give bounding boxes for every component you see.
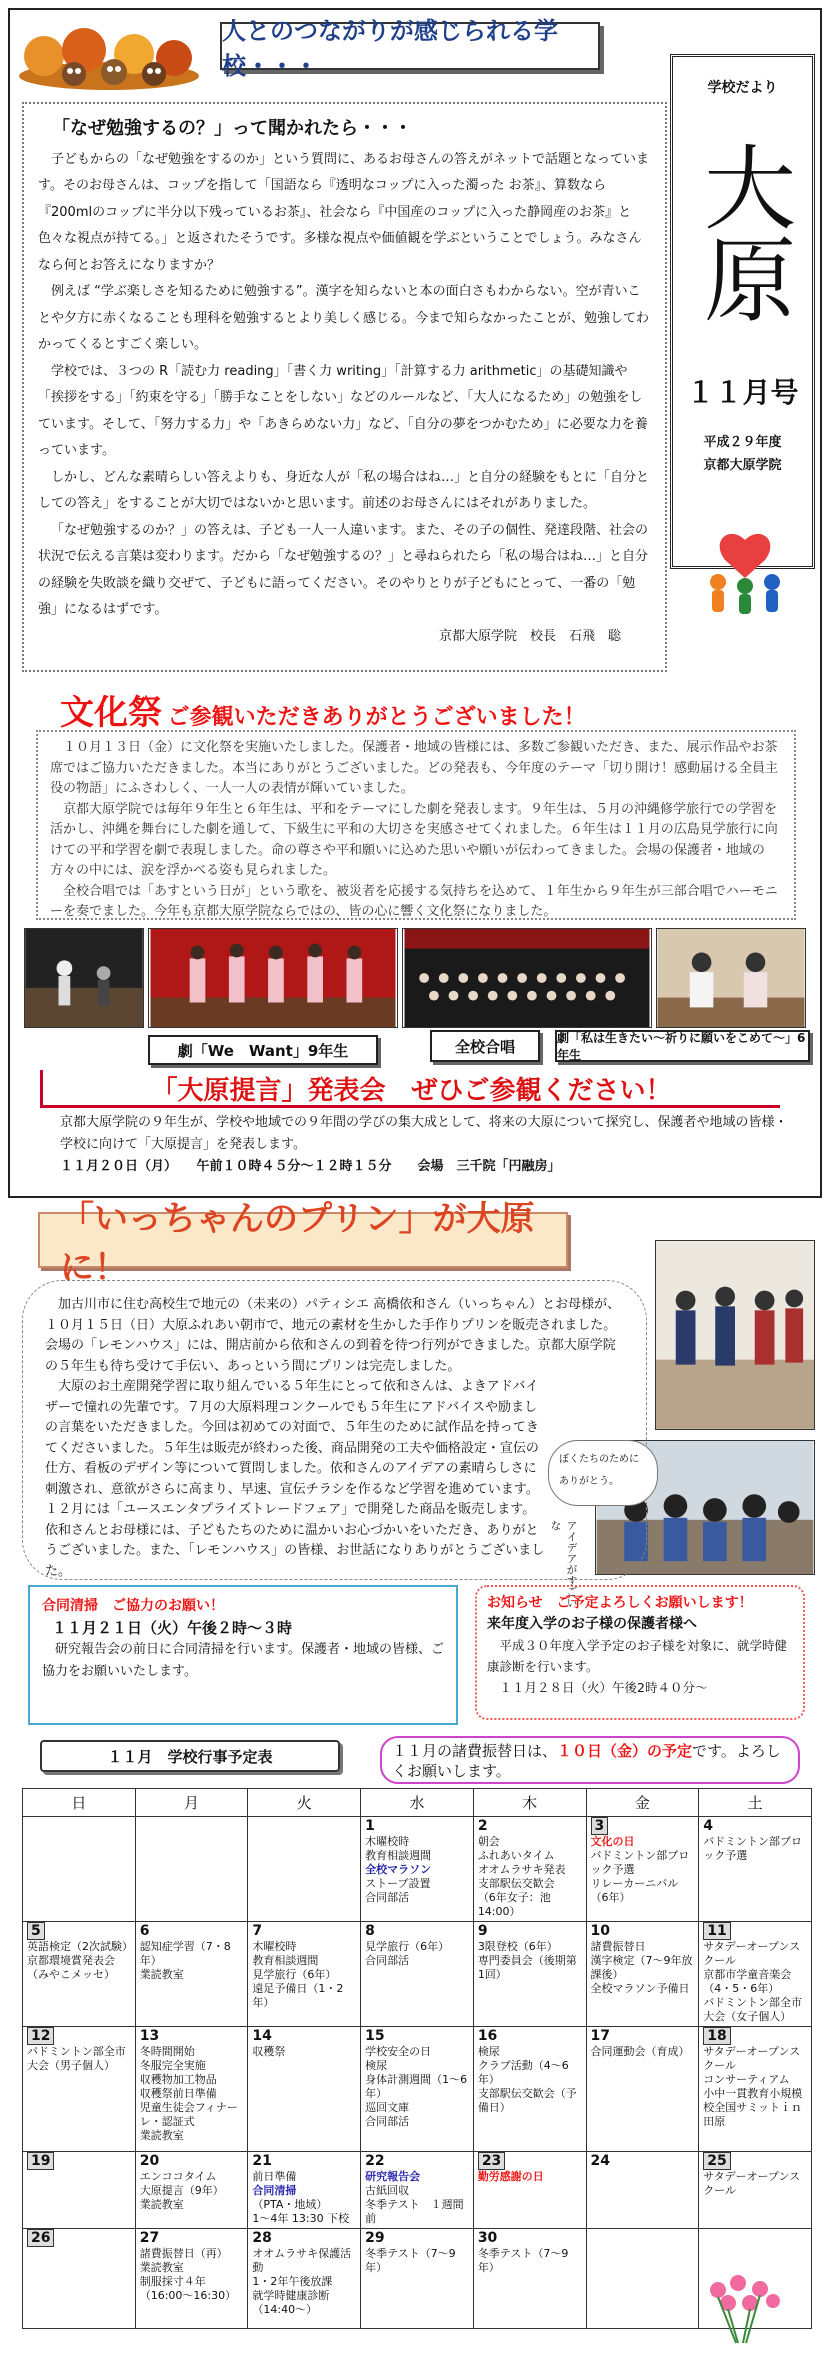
calendar-day-cell (473, 1817, 586, 1922)
calendar-date: 8 (365, 1923, 375, 1939)
calendar-date: 4 (703, 1818, 713, 1834)
calendar-event: 木曜校時 (252, 1940, 297, 1953)
calendar-date: 9 (477, 1923, 488, 1939)
calendar-event: バドミントン部ブロック予選 (590, 1849, 690, 1876)
calendar-day-cell (361, 1922, 474, 2027)
calendar-date: 18 (703, 2029, 807, 2043)
caption-drama-9th-grade: 劇「We Want」9年生 (148, 1035, 378, 1065)
masthead-school: 京都大原学院 (703, 458, 782, 473)
calendar-day-cell (699, 2027, 812, 2152)
calendar-day-cell (23, 1817, 136, 1922)
event-calendar (22, 1788, 812, 2329)
essay-paragraph: 「なぜ勉強するのか？」の答えは、子ども一人一人違います。また、その子の個性、発達段階、社会の状況で伝える言葉は変わります。だから「なぜ勉強するの？」と尋ねられたら「私の場合はね…」と自分の経験を失敗談を織り交ぜて、子どもに語ってください。そのやりとりが子どもにとって、一番の「勉強」になるはずです。 (38, 522, 648, 617)
calendar-day-cell (699, 2152, 812, 2229)
calendar-day-cell (23, 2027, 136, 2152)
calendar-date: 1 (365, 1818, 375, 1834)
calendar-event: サタデーオープンスクール (703, 2170, 801, 2197)
calendar-event: 支部駅伝交歓会 (477, 1877, 555, 1890)
essay-paragraph: 例えば “学ぶ楽しさを知るために勉強する”。漢字を知らないと本の面白さもわからない。空が青いことや夕方に赤くなることも理科を勉強するとより美しく感じる。今まで知らなかったことが、勉強してわかってくるとすごく楽しい。 (38, 284, 650, 352)
calendar-day-cell (135, 1817, 248, 1922)
calendar-day-cell (586, 2229, 699, 2329)
autumn-owls-illustration (14, 16, 204, 96)
calendar-event: 漢字検定（7～9年放課後） (590, 1954, 693, 1981)
essay-box (22, 102, 667, 672)
calendar-event: （PTA・地域） (252, 2198, 328, 2211)
masthead-year: 平成２９年度 (703, 435, 782, 450)
calendar-date: 19 (27, 2154, 131, 2168)
calendar-day-cell (473, 2027, 586, 2152)
school-logo-emblem (690, 520, 800, 630)
calendar-event: 教育相談週間 (365, 1849, 432, 1862)
calendar-event: 見学旅行（6年） (252, 1968, 337, 1981)
calendar-day-cell (23, 2229, 136, 2329)
weekday-header: 水 (361, 1789, 474, 1817)
calendar-event: 諸費振替日 (590, 1940, 646, 1953)
calendar-event: 業読教室 (139, 2129, 184, 2142)
calendar-day-cell (586, 2027, 699, 2152)
calendar-day-cell (699, 1817, 812, 1922)
calendar-event: 英語検定（2次試験） (27, 1940, 133, 1953)
calendar-date: 28 (252, 2230, 272, 2246)
calendar-day-cell (361, 2027, 474, 2152)
calendar-date: 22 (365, 2153, 385, 2169)
proposal-when: １１月２０日（月） 午前１０時４５分～１２時１５分 会場 三千院「円融房」 (60, 1159, 561, 1174)
calendar-event: 合同部活 (365, 1954, 410, 1967)
calendar-event: 1～4年 13:30 下校 (252, 2212, 350, 2225)
calendar-day-cell (23, 1922, 136, 2027)
calendar-date: 10 (590, 1923, 610, 1939)
calendar-day-cell (586, 2152, 699, 2229)
calendar-date: 12 (27, 2029, 131, 2043)
calendar-day-cell (248, 1922, 361, 2027)
essay-signature: 京都大原学院 校長 石飛 聡 (438, 628, 621, 644)
calendar-event: バドミントン部全市大会（女子個人） (703, 1996, 802, 2023)
calendar-date: 30 (477, 2230, 498, 2246)
calendar-day-cell (586, 1922, 699, 2027)
calendar-weekday-row (23, 1789, 812, 1817)
calendar-event: 身体計測週間（1～6年） (365, 2073, 468, 2100)
calendar-event: 3限登校（6年） (477, 1940, 558, 1953)
calendar-event: 収穫祭前日準備 (139, 2087, 217, 2100)
calendar-date: 3 (591, 1819, 695, 1833)
caption-choir: 全校合唱 (430, 1030, 540, 1062)
calendar-event: 合同運動会（育成） (590, 2045, 690, 2058)
calendar-event: 小中一貫教育小規模校全国サミットｉｎ田原 (703, 2087, 803, 2128)
calendar-event: 検尿 (477, 2045, 500, 2058)
calendar-event: 見学旅行（6年） (365, 1940, 450, 1953)
calendar-day-cell (361, 2229, 474, 2329)
masthead-name: 大原 (689, 140, 796, 324)
calendar-event: 大原提言（9年） (139, 2184, 224, 2197)
calendar-event: 全校マラソン予備日 (590, 1982, 690, 1995)
culture-festival-text (36, 730, 796, 920)
calendar-event: 収穫物加工物品 (139, 2073, 217, 2086)
calendar-event: サタデーオープンスクール (703, 2045, 801, 2072)
calendar-event: 京都環境賞発表会（みやこメッセ） (27, 1954, 115, 1981)
calendar-day-cell (473, 2152, 586, 2229)
calendar-event: 冬季テスト １週間前 (365, 2198, 464, 2225)
calendar-event: 就学時健康診断（14:40～） (252, 2289, 330, 2316)
calendar-week-row (23, 1817, 812, 1922)
calendar-event: 全校マラソン (365, 1863, 432, 1876)
calendar-date: 25 (703, 2154, 807, 2168)
weekday-header: 金 (586, 1789, 699, 1817)
calendar-event: 文化の日 (590, 1835, 635, 1848)
calendar-date: 21 (252, 2153, 272, 2169)
calendar-date: 7 (252, 1923, 263, 1939)
calendar-event: 児童生徒会フィナーレ・認証式 (139, 2101, 238, 2128)
calendar-day-cell (248, 2229, 361, 2329)
announcement-when: １１月２８日（火）午後2時４０分～ (499, 1680, 708, 1695)
culture-festival-title: 文化祭 (60, 693, 162, 733)
pudding-paragraph: 加古川市に住む高校生で地元の（未来の）パティシエ 高橋依和さん（いっちゃん）とお母様が、１０月１５日（日）大原ふれあい朝市で、地元の素材を生かした手作りプリンを販売されました。会場の「レモンハウス」には、開店前から依和さんの到着を待つ行列ができました。京都大原学院の５年生も待ち受けて手伝い、あっという間にプリンは完売しました。 (45, 1297, 621, 1374)
calendar-event: 支部駅伝交歓会（予備日） (477, 2087, 577, 2114)
proposal-heading: 「大原提言」発表会 ぜひご参観ください！ (40, 1070, 780, 1108)
calendar-date: 6 (139, 1923, 150, 1939)
calendar-week-row (23, 1922, 812, 2027)
calendar-date: 2 (477, 1818, 488, 1834)
calendar-date: 27 (139, 2230, 160, 2246)
calendar-event: 教育相談週間 (252, 1954, 319, 1967)
calendar-event: 業読教室 (139, 2198, 184, 2211)
calendar-date: 14 (252, 2028, 272, 2044)
calendar-event: 冬服完全実施 (139, 2059, 206, 2072)
calendar-event: 合同部活 (365, 2115, 410, 2128)
announcement-body: 平成３０年度入学予定のお子様を対象に、就学時健康診断を行います。 (487, 1638, 788, 1674)
weekday-header: 月 (135, 1789, 248, 1817)
calendar-event: 検尿 (365, 2059, 388, 2072)
calendar-event: クラブ活動（4～6年） (477, 2059, 569, 2086)
calendar-date: 29 (365, 2230, 385, 2246)
joint-cleaning-title: 合同清掃 ご協力のお願い！ (42, 1598, 224, 1614)
calendar-event: 1・2年午後放課 (252, 2275, 333, 2288)
calendar-event: コンサーティアム (703, 2073, 790, 2086)
weekday-header: 木 (473, 1789, 586, 1817)
calendar-day-cell (248, 1817, 361, 1922)
proposal-body: 京都大原学院の９年生が、学校や地域での９年間の学びの集大成として、将来の大原について探究し、保護者や地域の皆様・学校に向けて「大原提言」を発表します。 (60, 1115, 788, 1152)
calendar-event: 巡回文庫 (365, 2101, 410, 2114)
calendar-body (23, 1817, 812, 2329)
calendar-event: 専門委員会（後期第1回） (477, 1954, 577, 1981)
calendar-event: 冬時間開始 (139, 2045, 195, 2058)
calendar-event: 学校安全の日 (365, 2045, 432, 2058)
calendar-event: 収穫祭 (252, 2045, 286, 2058)
essay-heading: 「なぜ勉強するの？」って聞かれたら・・・ (52, 118, 412, 139)
calendar-day-cell (586, 1817, 699, 1922)
calendar-event: 勤労感謝の日 (477, 2170, 544, 2183)
masthead-label: 学校だより (707, 80, 778, 96)
calendar-week-row (23, 2152, 812, 2229)
calendar-event: 業読教室 (139, 2261, 184, 2274)
payment-day-notice (380, 1736, 800, 1784)
calendar-event: バドミントン部全市大会（男子個人） (27, 2045, 126, 2072)
joint-cleaning-notice (28, 1585, 458, 1725)
calendar-event: リレーカーニバル（6年） (590, 1877, 679, 1904)
culture-festival-subtitle: ご参観いただきありがとうございました！ (167, 705, 586, 730)
calendar-event: （6年女子：池14:00） (477, 1891, 551, 1918)
culture-festival-heading (60, 685, 800, 733)
calendar-day-cell (361, 1817, 474, 1922)
payment-notice-pre: １１月の諸費振替日は、 (392, 1742, 558, 1760)
calendar-date: 11 (703, 1924, 807, 1938)
calendar-event: 業読教室 (139, 1968, 184, 1981)
calendar-event: 諸費振替日（再） (139, 2247, 228, 2260)
photo-drama-6th-grade (656, 928, 806, 1028)
calendar-event: バドミントン部ブロック予選 (703, 1835, 802, 1862)
calendar-date: 20 (139, 2153, 160, 2169)
essay-paragraph: 学校では、３つの R「読む力 reading」「書く力 writing」「計算する力 arithmetic」の基礎知識や「挨拶をする」「約束を守る」「勝手なことをしない」などのルールなど、「大人になるため」の勉強をしています。そして、「努力する力」や「あきらめない力」など、「自分の夢をつかむため」に必要な力を養っています。 (38, 363, 648, 458)
calendar-day-cell (135, 2027, 248, 2152)
pudding-heading: 「いっちゃんのプリン」が大原に！ (38, 1212, 568, 1268)
flower-illustration (688, 2265, 798, 2345)
newsletter-title: 人とのつながりが感じられる学校・・・ (220, 22, 600, 70)
calendar-event: エンココタイム (139, 2170, 217, 2183)
calendar-day-cell (135, 2152, 248, 2229)
calendar-event: 古紙回収 (365, 2184, 410, 2197)
photo-speech (24, 928, 144, 1028)
calendar-event: 認知症学習（7・8年） (139, 1940, 231, 1967)
announcement-box (475, 1585, 805, 1720)
calendar-event: オオムラサキ発表 (477, 1863, 566, 1876)
calendar-event: 合同部活 (365, 1891, 410, 1904)
photo-drama-9th-grade (148, 928, 398, 1028)
calendar-date: 26 (27, 2231, 131, 2245)
calendar-event: 木曜校時 (365, 1835, 410, 1848)
calendar-event: 京都市学童音楽会（4・5・6年） (703, 1968, 792, 1995)
calendar-date: 13 (139, 2028, 160, 2044)
photo-choir (402, 928, 652, 1028)
calendar-day-cell (248, 2152, 361, 2229)
culture-paragraph: １０月１３日（金）に文化祭を実施いたしました。保護者・地域の皆様には、多数ご参観いただき、また、展示作品やお茶席ではご協力いただきました。本当にありがとうございました。どの発表も、今年度のテーマ「切り開け！感動届ける全員主役の物語」にふさわしく、一人一人の表情が輝いていました。 (50, 740, 779, 796)
essay-paragraph: しかし、どんな素晴らしい答えよりも、身近な人が「私の場合はね…」と自分の経験をもとに「自分としての答え」をすることが大切ではないかと思います。前述のお母さんにはそれがありました。 (38, 469, 650, 511)
joint-cleaning-when: １１月２１日（火）午後２時～３時 (52, 1619, 293, 1637)
calendar-event: 合同清掃 (252, 2184, 297, 2197)
weekday-header: 土 (699, 1789, 812, 1817)
calendar-event: 前日準備 (252, 2170, 297, 2183)
culture-paragraph: 京都大原学院では毎年９年生と６年生は、平和をテーマにした劇を発表します。９年生は、５月の沖縄修学旅行での学習を活かし、沖縄を舞台にした劇を通して、下級生に平和の大切さを実感させてくれました。６年生は１１月の広島見学旅行に向けての平和学習を劇で表現しました。命の尊さや平和願いに込めた思いや願いが伝わってきました。会場の保護者・地域の方々の中には、涙を浮かべる姿も見られました。 (50, 801, 778, 878)
calendar-event: 遠足予備日（1・2年） (252, 1982, 344, 2009)
calendar-date: 15 (365, 2028, 385, 2044)
masthead (670, 54, 815, 569)
calendar-day-cell (23, 2152, 136, 2229)
pudding-text (22, 1280, 647, 1580)
calendar-event: 冬季テスト（7～9年） (477, 2247, 569, 2274)
calendar-day-cell (473, 2229, 586, 2329)
calendar-date: 16 (477, 2028, 498, 2044)
speech-bubble-idea: アイデアがすごいな (549, 1520, 578, 1608)
calendar-event: ふれあいタイム (477, 1849, 555, 1862)
photo-pudding-sale (655, 1240, 815, 1430)
calendar-date: 5 (27, 1924, 131, 1938)
calendar-day-cell (135, 2229, 248, 2329)
caption-drama-6th-grade: 劇「私は生きたい～祈りに願いをこめて～」6年生 (555, 1030, 810, 1062)
weekday-header: 火 (248, 1789, 361, 1817)
culture-paragraph: 全校合唱では「あすという日が」という歌を、被災者を応援する気持ちを込めて、１年生から９年生が三部合唱でハーモニーを奏でました。今年も京都大原学院ならではの、皆の心に響く文化祭になりました。 (50, 883, 778, 919)
masthead-month: １１月号 (686, 376, 799, 409)
calendar-date: 23 (478, 2154, 582, 2168)
calendar-week-row (23, 2027, 812, 2152)
calendar-event: 制服採寸４年（16:00～16:30） (139, 2275, 237, 2302)
calendar-day-cell (473, 1922, 586, 2027)
calendar-day-cell (248, 2027, 361, 2152)
calendar-title: １１月 学校行事予定表 (40, 1740, 340, 1772)
weekday-header: 日 (23, 1789, 136, 1817)
calendar-event: オオムラサキ保護活動 (252, 2247, 352, 2274)
calendar-day-cell (699, 1922, 812, 2027)
announcement-title: お知らせ ご予定よろしくお願いします！ (487, 1595, 753, 1611)
pudding-paragraph: 大原のお土産開発学習に取り組んでいる５年生にとって依和さんは、よきアドバイザーで憧れの先輩です。７月の大原料理コンクールでも５年生にアドバイスや励ましの言葉をいただきました。今回は初めての対面で、５年生のために試作品を持ってきてくださいました。５年生は販売が終わった後、商品開発の工夫や価格設定・宣伝の仕方、看板のデザイン等について質問しました。依和さんのアイデアの素晴らしさに刺激され、意欲がさらに高まり、早速、宣伝チラシを作るなど学習を進めています。１２月には「ユースエンタプライズトレードフェア」で開発した商品を販売します。依和さんとお母様には、子どもたちのために温かいお心づかいをいただき、ありがとうございました。また、「レモンハウス」の皆様、お世話になりありがとうございました。 (45, 1379, 545, 1579)
calendar-event: ストーブ設置 (365, 1877, 431, 1890)
calendar-event: 冬季テスト（7～9年） (365, 2247, 456, 2274)
payment-notice-date: １０日（金）の予定 (557, 1742, 693, 1760)
speech-bubble-thanks: ぼくたちのために ありがとう。 (548, 1440, 658, 1506)
proposal-text (60, 1112, 800, 1178)
calendar-event: 朝会 (477, 1835, 500, 1848)
calendar-day-cell (361, 2152, 474, 2229)
calendar-date: 17 (590, 2028, 610, 2044)
joint-cleaning-body: 研究報告会の前日に合同清掃を行います。保護者・地域の皆様、ご協力をお願いいたします。 (42, 1642, 444, 1679)
calendar-date: 24 (590, 2153, 610, 2169)
calendar-day-cell (135, 1922, 248, 2027)
calendar-event: サタデーオープンスクール (703, 1940, 801, 1967)
essay-paragraph: 子どもからの「なぜ勉強をするのか」という質問に、あるお母さんの答えがネットで話題となっています。そのお母さんは、コップを指して「国語なら『透明なコップに入った濁った お茶』、算数なら『200mlのコップに半分以下残っているお茶』、社会なら『中国産のコップに入った静岡産のお茶』と色々な視点が持てる。」と返されたそうです。多様な視点や価値観を学ぶということでしょう。みなさんなら何とお答えになりますか？ (38, 151, 650, 273)
calendar-event: 研究報告会 (365, 2170, 421, 2183)
payment-notice-post: です。よろしくお願いします。 (392, 1742, 781, 1780)
announcement-subtitle: 来年度入学のお子様の保護者様へ (487, 1616, 697, 1632)
